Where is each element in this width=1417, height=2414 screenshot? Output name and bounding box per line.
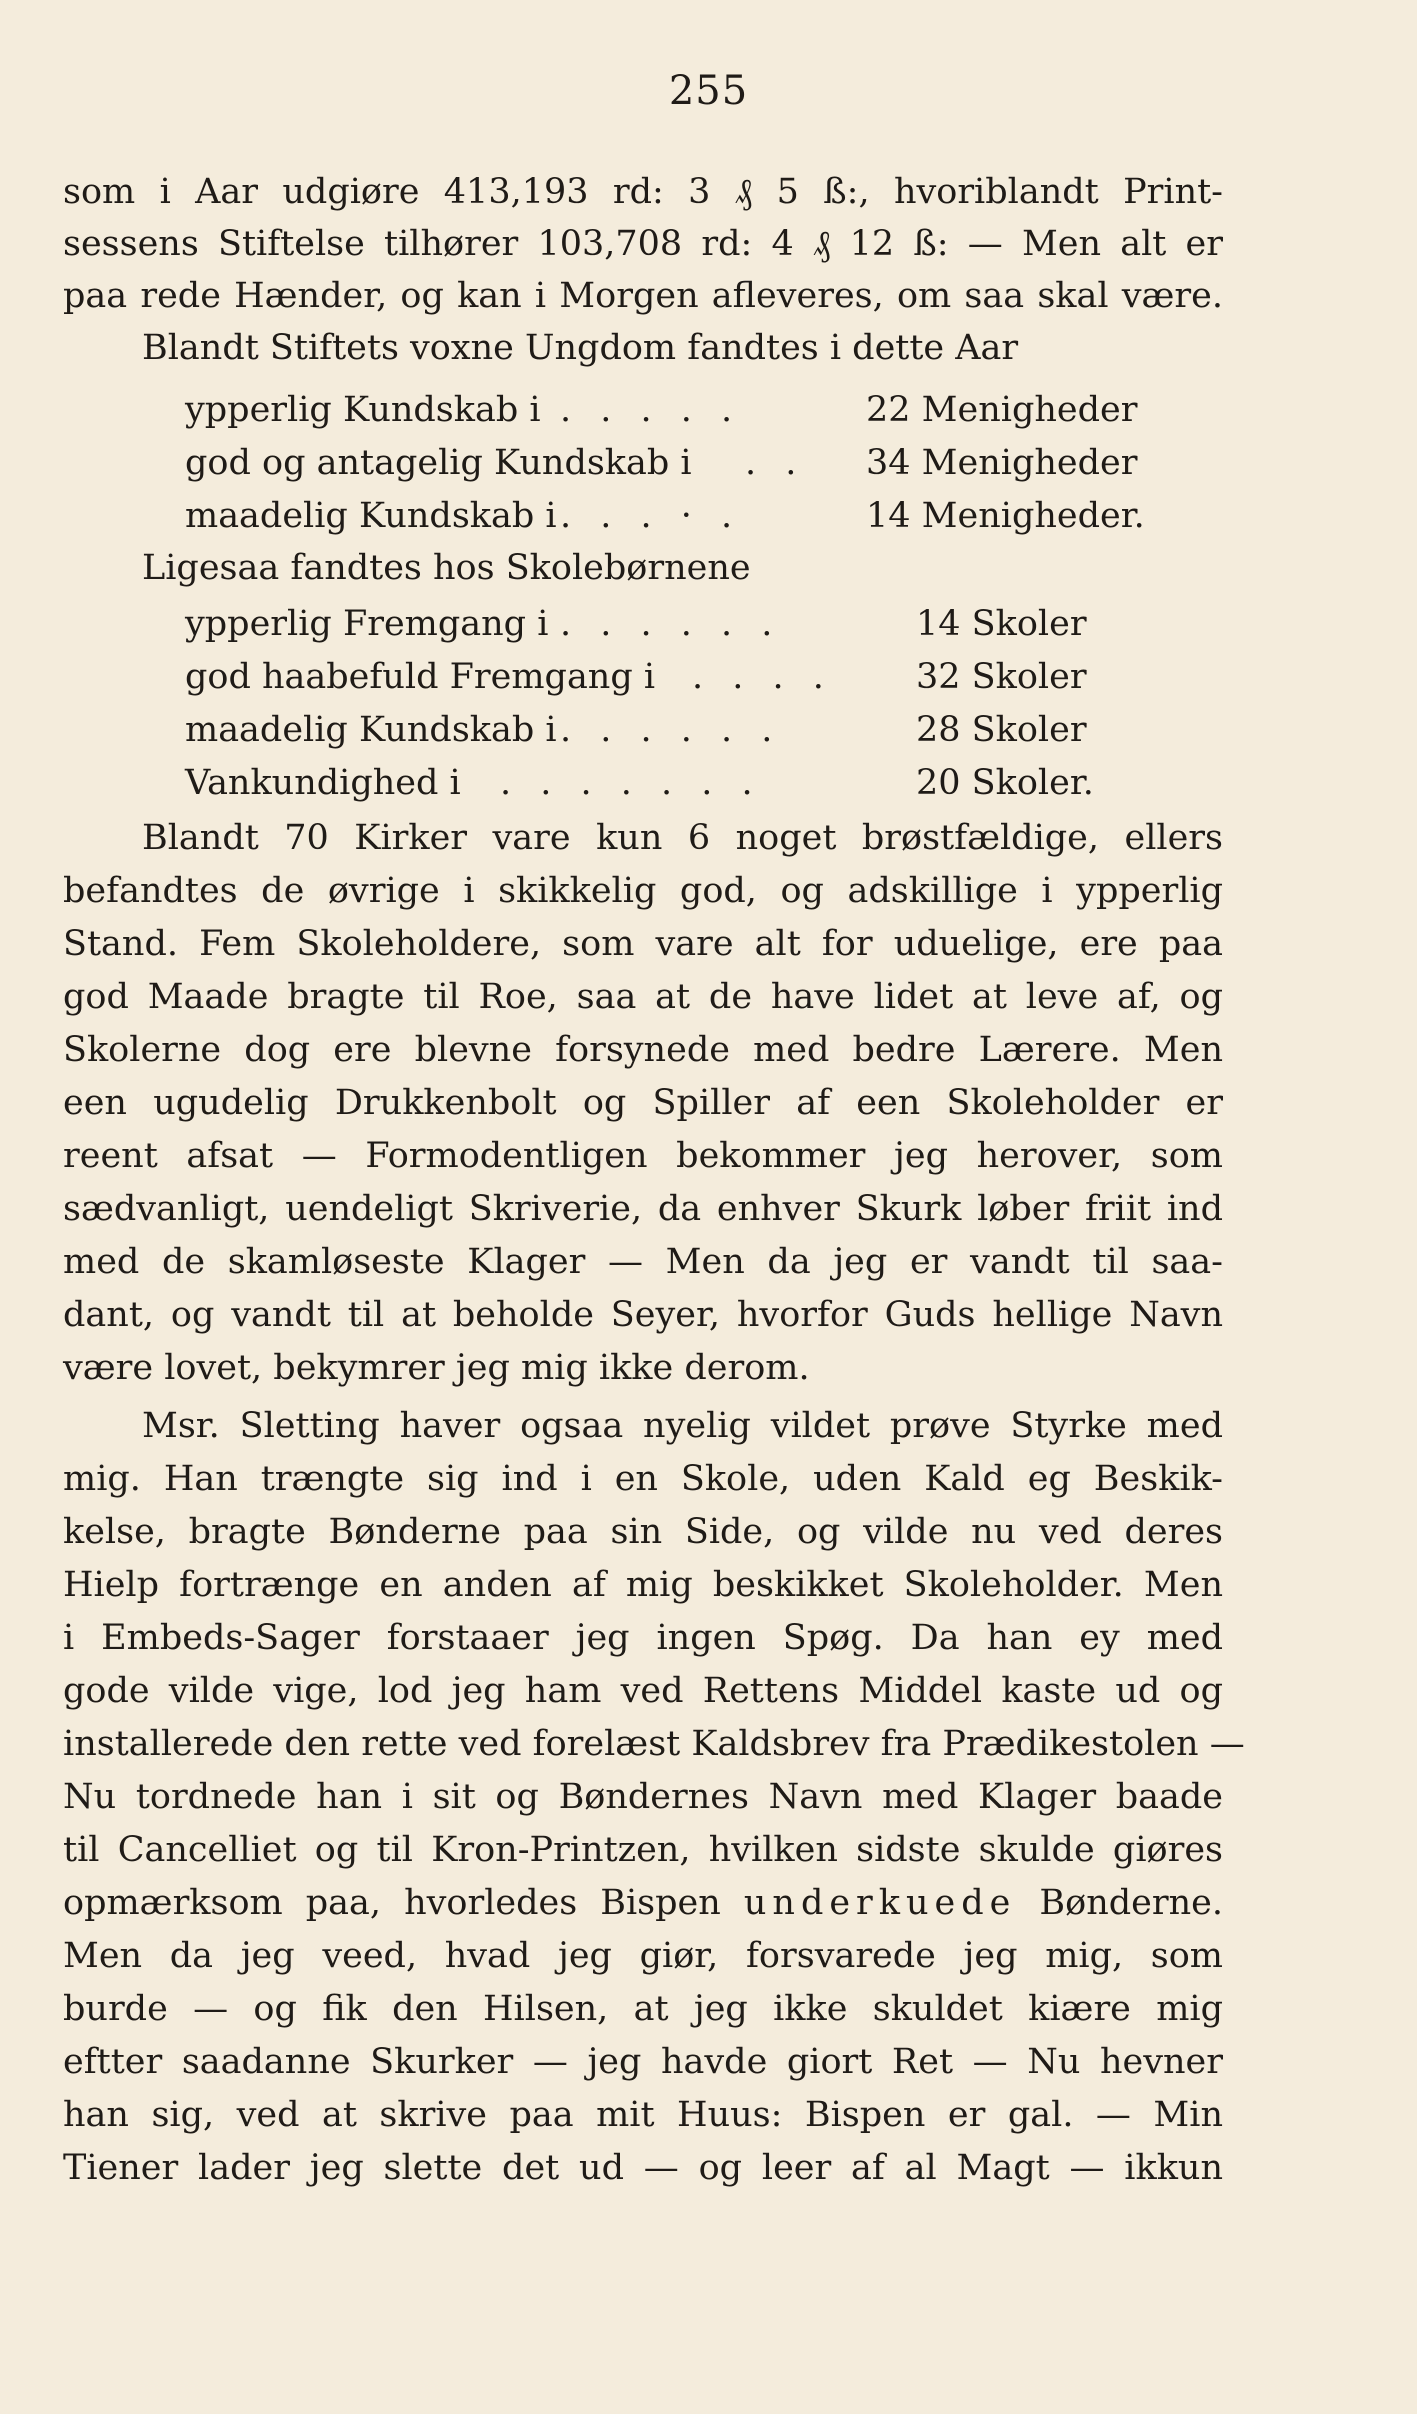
text-line: god Maade bragte til Roe, saa at de have lidet at leve af, og [63, 977, 1223, 1017]
text-line: Blandt 70 Kirker vare kun 6 noget brøstfældige, ellers [142, 818, 1223, 858]
table-row [0, 598, 1417, 650]
text-line: burde — og fik den Hilsen, at jeg ikke skuldet kiære mig [63, 1989, 1223, 2029]
row-label: god og antagelig Kundskab i [185, 443, 692, 483]
fremgang-heading: Ligesaa fandtes hos Skolebørnene [142, 548, 751, 588]
emphasized-word: underkuede [743, 1883, 1017, 1923]
text-line: sædvanligt, uendeligt Skriverie, da enhver Skurk løber friit ind [63, 1189, 1223, 1229]
text-line: reent afsat — Formodentligen bekommer jeg herover, som [63, 1136, 1223, 1176]
table-row [0, 384, 1417, 436]
row-label: Vankundighed i [185, 763, 461, 803]
text-line: mig. Han trængte sig ind i en Skole, uden Kald eg Beskik- [63, 1459, 1223, 1499]
text-line: installerede den rette ved forelæst Kaldsbrev fra Prædikestolen — [63, 1724, 1245, 1764]
row-label: maadelig Kundskab i [185, 496, 557, 536]
table-row [0, 490, 1417, 542]
row-leader-dots: . . . . . . . [500, 763, 762, 803]
row-leader-dots: . . [745, 443, 806, 483]
text-line-spaced [63, 1877, 1223, 1929]
text-line: eftter saadanne Skurker — jeg havde giort Ret — Nu hevner [63, 2042, 1223, 2082]
text-line: dant, og vandt til at beholde Seyer, hvorfor Guds hellige Navn [63, 1295, 1223, 1335]
text-line: Stand. Fem Skoleholdere, som vare alt for uduelige, ere paa [63, 924, 1223, 964]
table-row [0, 651, 1417, 703]
text-segment: Bønderne. [1016, 1883, 1223, 1923]
text-line: med de skamløseste Klager — Men da jeg er vandt til saa- [63, 1242, 1223, 1282]
text-line: Nu tordnede han i sit og Bøndernes Navn med Klager baade [63, 1777, 1223, 1817]
text-line: som i Aar udgiøre 413,193 rd: 3 ₰ 5 ß:, hvoriblandt Print- [63, 172, 1223, 212]
table-row [0, 437, 1417, 489]
text-line: Tiener lader jeg slette det ud — og leer af al Magt — ikkun [63, 2148, 1223, 2188]
row-value: 28 Skoler [916, 710, 1087, 750]
kundskab-heading: Blandt Stiftets voxne Ungdom fandtes i dette Aar [142, 328, 1019, 368]
row-value: 32 Skoler [916, 657, 1087, 697]
text-line: Hielp fortrænge en anden af mig beskikket Skoleholder. Men [63, 1565, 1223, 1605]
row-value: 22 Menigheder [866, 390, 1138, 430]
text-line: paa rede Hænder, og kan i Morgen afleveres, om saa skal være. [63, 276, 1223, 316]
text-line: gode vilde vige, lod jeg ham ved Rettens Middel kaste ud og [63, 1671, 1223, 1711]
text-line: kelse, bragte Bønderne paa sin Side, og vilde nu ved deres [63, 1512, 1223, 1552]
row-leader-dots: . . . . . . [560, 604, 782, 644]
row-value: 14 Menigheder. [866, 496, 1145, 536]
text-line: een ugudelig Drukkenbolt og Spiller af een Skoleholder er [63, 1083, 1223, 1123]
text-line: sessens Stiftelse tilhører 103,708 rd: 4 ₰ 12 ß: — Men alt er [63, 224, 1223, 264]
row-label: maadelig Kundskab i [185, 710, 557, 750]
text-line: Skolerne dog ere blevne forsynede med bedre Lærere. Men [63, 1030, 1223, 1070]
row-leader-dots: . . . . . . [560, 710, 782, 750]
text-line: han sig, ved at skrive paa mit Huus: Bispen er gal. — Min [63, 2095, 1223, 2135]
text-segment: opmærksom paa, hvorledes Bispen [63, 1883, 744, 1923]
text-line: til Cancelliet og til Kron-Printzen, hvilken sidste skulde giøres [63, 1830, 1223, 1870]
text-line: være lovet, bekymrer jeg mig ikke derom. [63, 1348, 810, 1388]
row-label: god haabefuld Fremgang i [185, 657, 656, 697]
row-label: ypperlig Fremgang i [185, 604, 549, 644]
row-leader-dots: . . . . . [560, 390, 742, 430]
page-number: 255 [668, 68, 749, 114]
row-value: 20 Skoler. [916, 763, 1094, 803]
row-value: 34 Menigheder [866, 443, 1138, 483]
row-leader-dots: . . . . [692, 657, 833, 697]
table-row [0, 704, 1417, 756]
table-row [0, 757, 1417, 809]
row-label: ypperlig Kundskab i [185, 390, 541, 430]
text-line: Msr. Sletting haver ogsaa nyelig vildet prøve Styrke med [142, 1406, 1223, 1446]
text-line: i Embeds-Sager forstaaer jeg ingen Spøg. Da han ey med [63, 1618, 1223, 1658]
text-line: befandtes de øvrige i skikkelig god, og adskillige i ypperlig [63, 871, 1223, 911]
row-value: 14 Skoler [916, 604, 1087, 644]
row-leader-dots: . . . · . [560, 496, 742, 536]
text-line: Men da jeg veed, hvad jeg giør, forsvarede jeg mig, som [63, 1936, 1223, 1976]
